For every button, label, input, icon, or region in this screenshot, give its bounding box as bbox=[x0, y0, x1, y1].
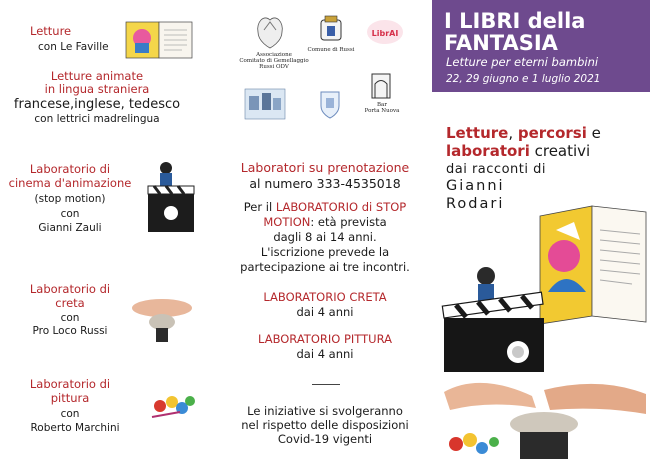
creta-with: con bbox=[60, 312, 80, 324]
c3-line-2 bbox=[446, 142, 590, 160]
pittura-name: Roberto Marchini bbox=[30, 422, 120, 434]
sister-cities-logo-icon bbox=[244, 88, 286, 120]
librai-logo-icon bbox=[366, 18, 404, 46]
bar-caption-1: Bar bbox=[377, 102, 387, 108]
iscrizione-line-2: partecipazione ai tre incontri. bbox=[240, 260, 410, 274]
animate-title-2: in lingua straniera bbox=[44, 82, 150, 96]
blue-crest-icon bbox=[318, 88, 342, 120]
stopmotion-post: : età prevista bbox=[310, 215, 387, 229]
clapperboard-illustration bbox=[146, 160, 198, 236]
stopmotion-highlight-2: MOTION bbox=[263, 215, 311, 229]
paint-splash-illustration bbox=[150, 390, 198, 420]
letture-with: con Le Faville bbox=[38, 41, 109, 53]
pittura-lab-title: LABORATORIO PITTURA bbox=[258, 332, 392, 346]
creta-lab-age: dai 4 anni bbox=[296, 305, 354, 319]
word-percorsi: percorsi bbox=[517, 124, 587, 142]
large-clay-hands-illustration bbox=[440, 370, 650, 459]
clay-hands-illustration bbox=[132, 278, 198, 344]
open-book-illustration bbox=[124, 16, 194, 62]
cinema-subtitle: (stop motion) bbox=[34, 193, 106, 205]
title-banner bbox=[432, 0, 650, 92]
stopmotion-age: dagli 8 ai 14 anni. bbox=[273, 230, 377, 244]
banner-title-2: FANTASIA bbox=[444, 31, 558, 55]
cinema-title-1: Laboratorio di bbox=[29, 162, 111, 176]
readers-text: con lettrici madrelingua bbox=[34, 113, 160, 125]
prenotazione-phone: al numero 333-4535018 bbox=[249, 176, 401, 191]
librai-logo-text: LibrAI bbox=[371, 29, 399, 38]
word-laboratori: laboratori bbox=[446, 142, 530, 160]
stopmotion-line-1 bbox=[222, 200, 428, 214]
word-creativi: creativi bbox=[529, 142, 591, 160]
assoc-caption-3: Russi ODV bbox=[259, 64, 289, 70]
large-open-book-illustration bbox=[536, 196, 650, 328]
pittura-title-2: pittura bbox=[50, 391, 90, 405]
divider-line bbox=[312, 384, 340, 385]
creta-title-2: creta bbox=[55, 296, 85, 310]
cinema-with: con bbox=[60, 208, 80, 220]
creta-title-1: Laboratorio di bbox=[29, 282, 111, 296]
association-crest-icon bbox=[252, 12, 288, 50]
covid-note-2: nel rispetto delle disposizioni bbox=[241, 418, 409, 432]
word-comma: , bbox=[508, 124, 518, 142]
comune-caption: Comune di Russi bbox=[307, 47, 355, 53]
animate-title-1: Letture animate bbox=[50, 69, 144, 83]
stopmotion-pre: Per il bbox=[243, 200, 276, 214]
comune-crest-icon bbox=[318, 14, 344, 44]
author-first-name: Gianni bbox=[446, 178, 505, 194]
covid-note-1: Le iniziative si svolgeranno bbox=[247, 404, 403, 418]
creta-name: Pro Loco Russi bbox=[32, 325, 108, 337]
letture-title: Letture bbox=[30, 24, 72, 38]
pittura-lab-age: dai 4 anni bbox=[296, 347, 354, 361]
cinema-title-2: cinema d'animazione bbox=[8, 176, 132, 190]
word-e: e bbox=[586, 124, 601, 142]
cinema-name: Gianni Zauli bbox=[38, 222, 102, 234]
banner-title-1: I LIBRI della bbox=[444, 9, 586, 33]
word-letture: Letture bbox=[446, 124, 509, 142]
author-last-name: Rodari bbox=[446, 196, 505, 212]
banner-dates: 22, 29 giugno e 1 luglio 2021 bbox=[446, 73, 601, 85]
assoc-caption-2: Comitato di Gemellaggio bbox=[239, 58, 309, 64]
bar-porta-nuova-icon bbox=[370, 72, 392, 100]
large-clapperboard-illustration bbox=[430, 262, 550, 374]
stopmotion-line-2 bbox=[222, 215, 428, 229]
iscrizione-line-1: L'iscrizione prevede la bbox=[260, 245, 390, 259]
languages-text: francese,inglese, tedesco bbox=[13, 97, 181, 112]
assoc-caption-1: Associazione bbox=[256, 52, 292, 58]
banner-subtitle: Letture per eterni bambini bbox=[446, 55, 599, 69]
creta-lab-title: LABORATORIO CRETA bbox=[263, 290, 387, 304]
pittura-title-1: Laboratorio di bbox=[29, 377, 111, 391]
covid-note-3: Covid-19 vigenti bbox=[277, 432, 373, 446]
c3-line-1 bbox=[446, 124, 601, 142]
pittura-with: con bbox=[60, 408, 80, 420]
stopmotion-highlight-1: LABORATORIO di STOP bbox=[275, 200, 407, 214]
prenotazione-title: Laboratori su prenotazione bbox=[240, 160, 410, 175]
c3-line-3: dai racconti di bbox=[446, 162, 546, 177]
bar-caption-2: Porta Nuova bbox=[364, 108, 400, 114]
